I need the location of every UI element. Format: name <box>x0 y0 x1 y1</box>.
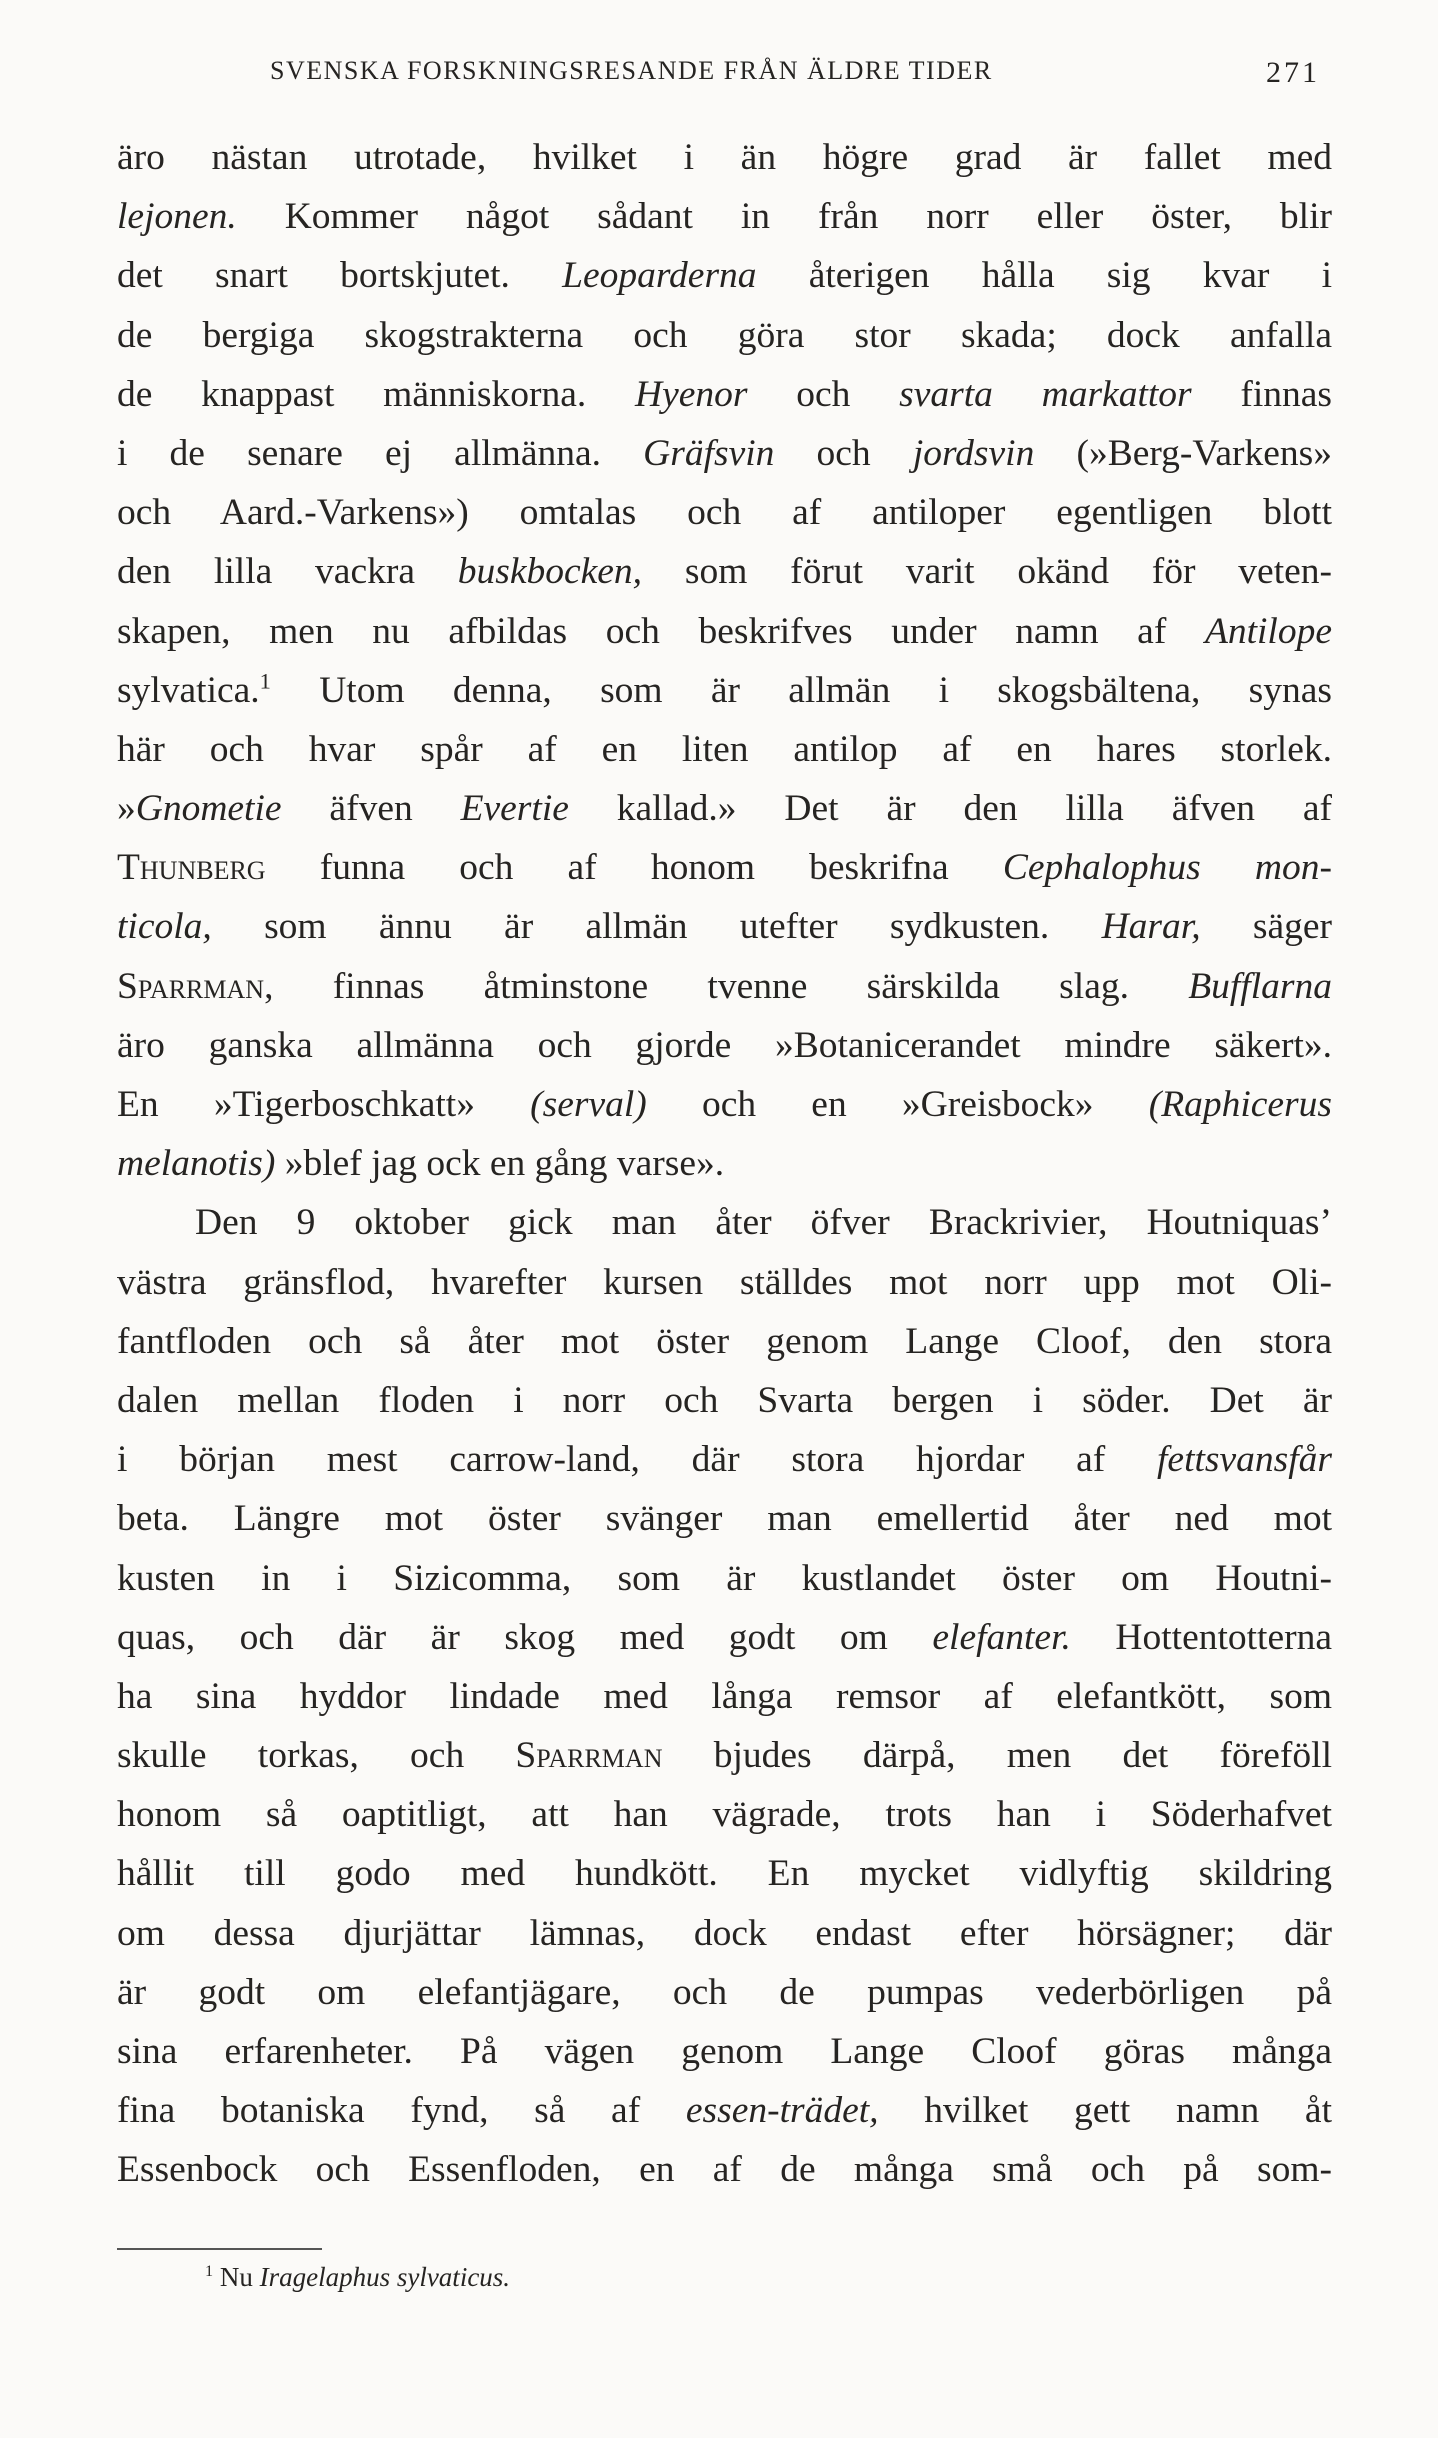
text-line: i början mest carrow-land, där stora hjordar af fettsvansfår <box>117 1439 1332 1481</box>
text-line: fantfloden och så åter mot öster genom Lange Cloof, den stora <box>117 1320 1332 1362</box>
text-line: ha sina hyddor lindade med långa remsor af elefantkött, som <box>117 1675 1332 1717</box>
text-line: quas, och där är skog med godt om elefanter. Hottentotterna <box>117 1616 1332 1658</box>
text-line: dalen mellan floden i norr och Svarta bergen i söder. Det är <box>117 1379 1332 1421</box>
text-line: och Aard.-Varkens») omtalas och af antiloper egentligen blott <box>117 492 1332 534</box>
text-line: fina botaniska fynd, så af essen-trädet, hvilket gett namn åt <box>117 2090 1332 2132</box>
text-line: om dessa djurjättar lämnas, dock endast efter hörsägner; där <box>117 1912 1332 1954</box>
footnote-text: Nu Iragelaphus sylvaticus. <box>219 2262 511 2292</box>
text-line: hållit till godo med hundkött. En mycket vidlyftig skildring <box>117 1853 1332 1895</box>
text-line: är godt om elefantjägare, och de pumpas vederbörligen på <box>117 1971 1332 2013</box>
text-line: Essenbock och Essenfloden, en af de många små och på som- <box>117 2149 1332 2191</box>
text-line: det snart bortskjutet. Leoparderna återigen hålla sig kvar i <box>117 255 1332 297</box>
footnote-marker: 1 <box>205 2262 214 2280</box>
text-line: i de senare ej allmänna. Gräfsvin och jordsvin (»Berg-Varkens» <box>117 432 1332 474</box>
page-header <box>270 56 1370 96</box>
footnote <box>205 2262 510 2293</box>
text-line: äro ganska allmänna och gjorde »Botanicerandet mindre säkert». <box>117 1024 1332 1066</box>
footnote-rule <box>117 2248 322 2250</box>
text-line: Den 9 oktober gick man åter öfver Brackrivier, Houtniquas’ <box>195 1202 1332 1244</box>
text-line: äro nästan utrotade, hvilket i än högre grad är fallet med <box>117 137 1332 178</box>
body-text <box>117 128 1332 2200</box>
text-line: »Gnometie äfven Evertie kallad.» Det är den lilla äfven af <box>117 788 1332 830</box>
text-line: lejonen. Kommer något sådant in från norr eller öster, blir <box>117 196 1332 238</box>
text-line: sina erfarenheter. På vägen genom Lange Cloof göras många <box>117 2031 1332 2072</box>
text-line: här och hvar spår af en liten antilop af en hares storlek. <box>117 728 1332 770</box>
text-line: En »Tigerboschkatt» (serval) och en »Greisbock» (Raphicerus <box>117 1084 1332 1125</box>
text-line: kusten in i Sizicomma, som är kustlandet öster om Houtni- <box>117 1557 1332 1599</box>
text-line: de bergiga skogstrakterna och göra stor skada; dock anfalla <box>117 314 1332 356</box>
text-line: den lilla vackra buskbocken, som förut varit okänd för veten- <box>117 551 1332 593</box>
text-line: skapen, men nu afbildas och beskrifves under namn af Antilope <box>117 610 1332 652</box>
text-line: sylvatica.$^1$ Utom denna, som är allmän i skogsbältena, synas <box>117 668 1332 711</box>
text-line: melanotis) »blef jag ock en gång varse». <box>117 1143 725 1185</box>
text-line: honom så oaptitligt, att han vägrade, trots han i Söderhafvet <box>117 1794 1332 1836</box>
text-line: de knappast människorna. Hyenor och svarta markattor finnas <box>117 373 1333 415</box>
text-line: ticola, som ännu är allmän utefter sydkusten. Harar, säger <box>117 906 1332 948</box>
page-number: 271 <box>1266 56 1320 89</box>
text-line: skulle torkas, och Sparrman bjudes därpå, men det föreföll <box>117 1735 1332 1777</box>
text-line: Sparrman, finnas åtminstone tvenne särskilda slag. Bufflarna <box>117 965 1332 1007</box>
running-head: SVENSKA FORSKNINGSRESANDE FRÅN ÄLDRE TIDER <box>270 56 993 85</box>
text-line: Thunberg funna och af honom beskrifna Cephalophus mon- <box>117 847 1332 889</box>
text-line: beta. Längre mot öster svänger man emellertid åter ned mot <box>117 1498 1332 1540</box>
text-line: västra gränsflod, hvarefter kursen ställdes mot norr upp mot Oli- <box>117 1261 1332 1303</box>
